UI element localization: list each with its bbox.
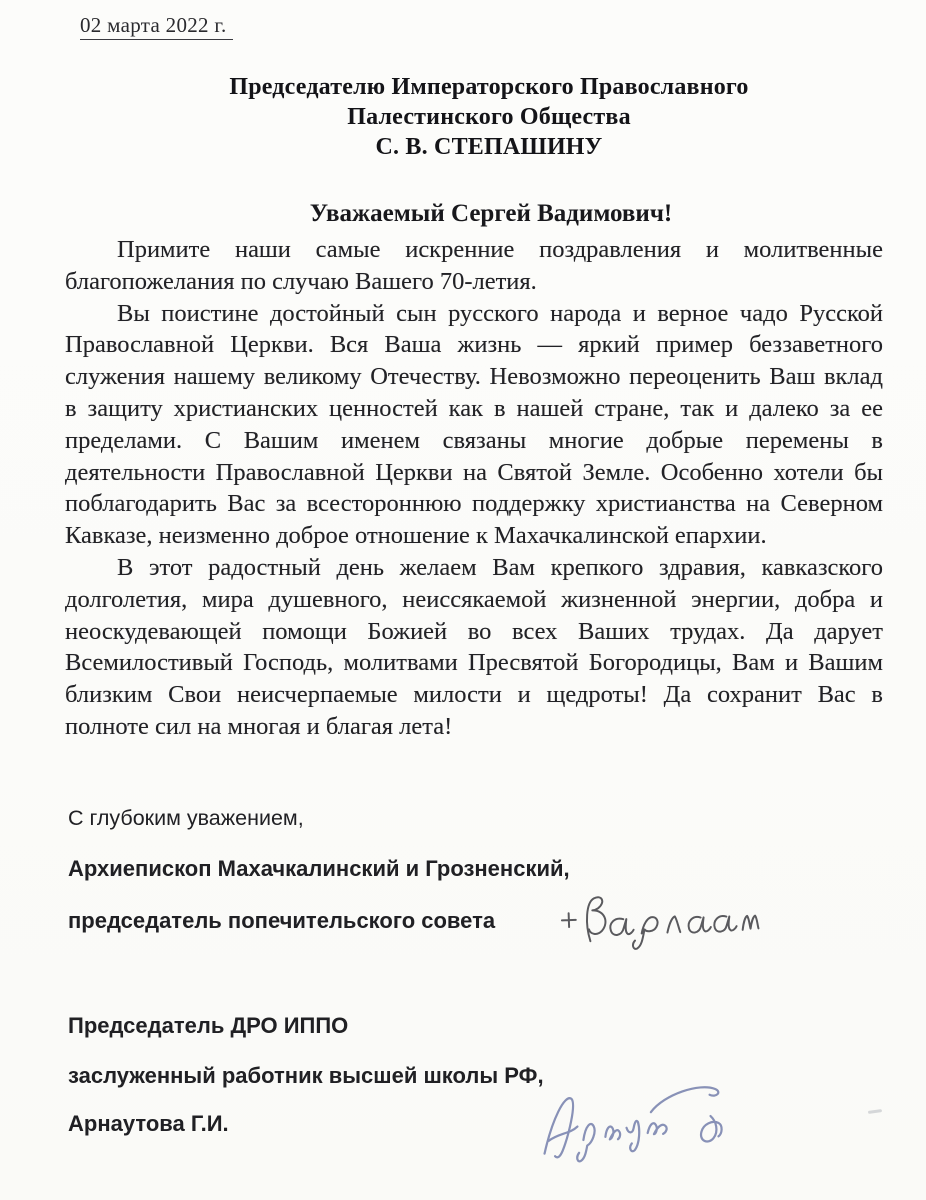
body-line: служения нашему великому Отечеству. Невозможно переоценить Ваш вклад <box>65 363 883 391</box>
signatory1-title-line2: председатель попечительского совета <box>68 908 496 933</box>
scan-artifact <box>868 1109 882 1114</box>
body-line: пределами. С Вашим именем связаны многие добрые перемены в <box>65 426 883 454</box>
body-line: Примите наши самые искренние поздравления и молитвенные <box>117 236 883 263</box>
recipient-block <box>26 72 926 162</box>
body-line: Православной Церкви. Вся Ваша жизнь — яркий пример беззаветного <box>65 331 883 359</box>
letter-body <box>65 234 883 743</box>
signatory2-name: Арнаутова Г.И. <box>68 1111 229 1136</box>
body-line: деятельности Православной Церкви на Святой Земле. Особенно хотели бы <box>65 458 883 486</box>
body-line: В этот радостный день желаем Вам крепкого здравия, кавказского <box>117 553 883 581</box>
body-line: близким Свои неисчерпаемые милости и щедроты! Да сохранит Вас в <box>65 681 883 709</box>
body-line: в защиту христианских ценностей как в нашей стране, так и далеко за ее <box>65 394 883 422</box>
varlaam-handwritten-signature <box>551 880 765 955</box>
signatory1-title-line1: Архиепископ Махачкалинский и Грозненский, <box>68 856 570 881</box>
body-line: Всемилостивый Господь, молитвами Пресвятой Богородицы, Вам и Вашим <box>65 649 883 677</box>
letter-date: 02 марта 2022 г. <box>80 12 233 40</box>
recipient-line-3: С. В. СТЕПАШИНУ <box>375 134 603 160</box>
signatory2-title-line2: заслуженный работник высшей школы РФ, <box>68 1063 544 1088</box>
body-line: Кавказе, неизменно доброе отношение к Махачкалинской епархии. <box>65 522 767 550</box>
recipient-line-2: Палестинского Общества <box>347 104 631 130</box>
body-line: Вы поистине достойный сын русского народа и верное чадо Русской <box>117 299 883 327</box>
body-line: благопожелания по случаю Вашего 70-летия. <box>65 267 537 295</box>
salutation: Уважаемый Сергей Вадимович! <box>309 200 673 227</box>
body-line: долголетия, мира душевного, неиссякаемой жизненной энергии, добра и <box>65 585 883 613</box>
closing-line: С глубоким уважением, <box>68 806 304 830</box>
body-line: неоскудевающей помощи Божией во всех Ваших трудах. Да дарует <box>65 617 883 645</box>
recipient-line-1: Председателю Императорского Православного <box>229 74 749 100</box>
arnautova-handwritten-signature <box>527 1058 749 1173</box>
signatory2-title-line1: Председатель ДРО ИППО <box>68 1013 349 1038</box>
body-line: поблагодарить Вас за всестороннюю поддержку христианства на Северном <box>65 490 883 518</box>
body-line: полноте сил на многая и благая лета! <box>65 712 453 740</box>
